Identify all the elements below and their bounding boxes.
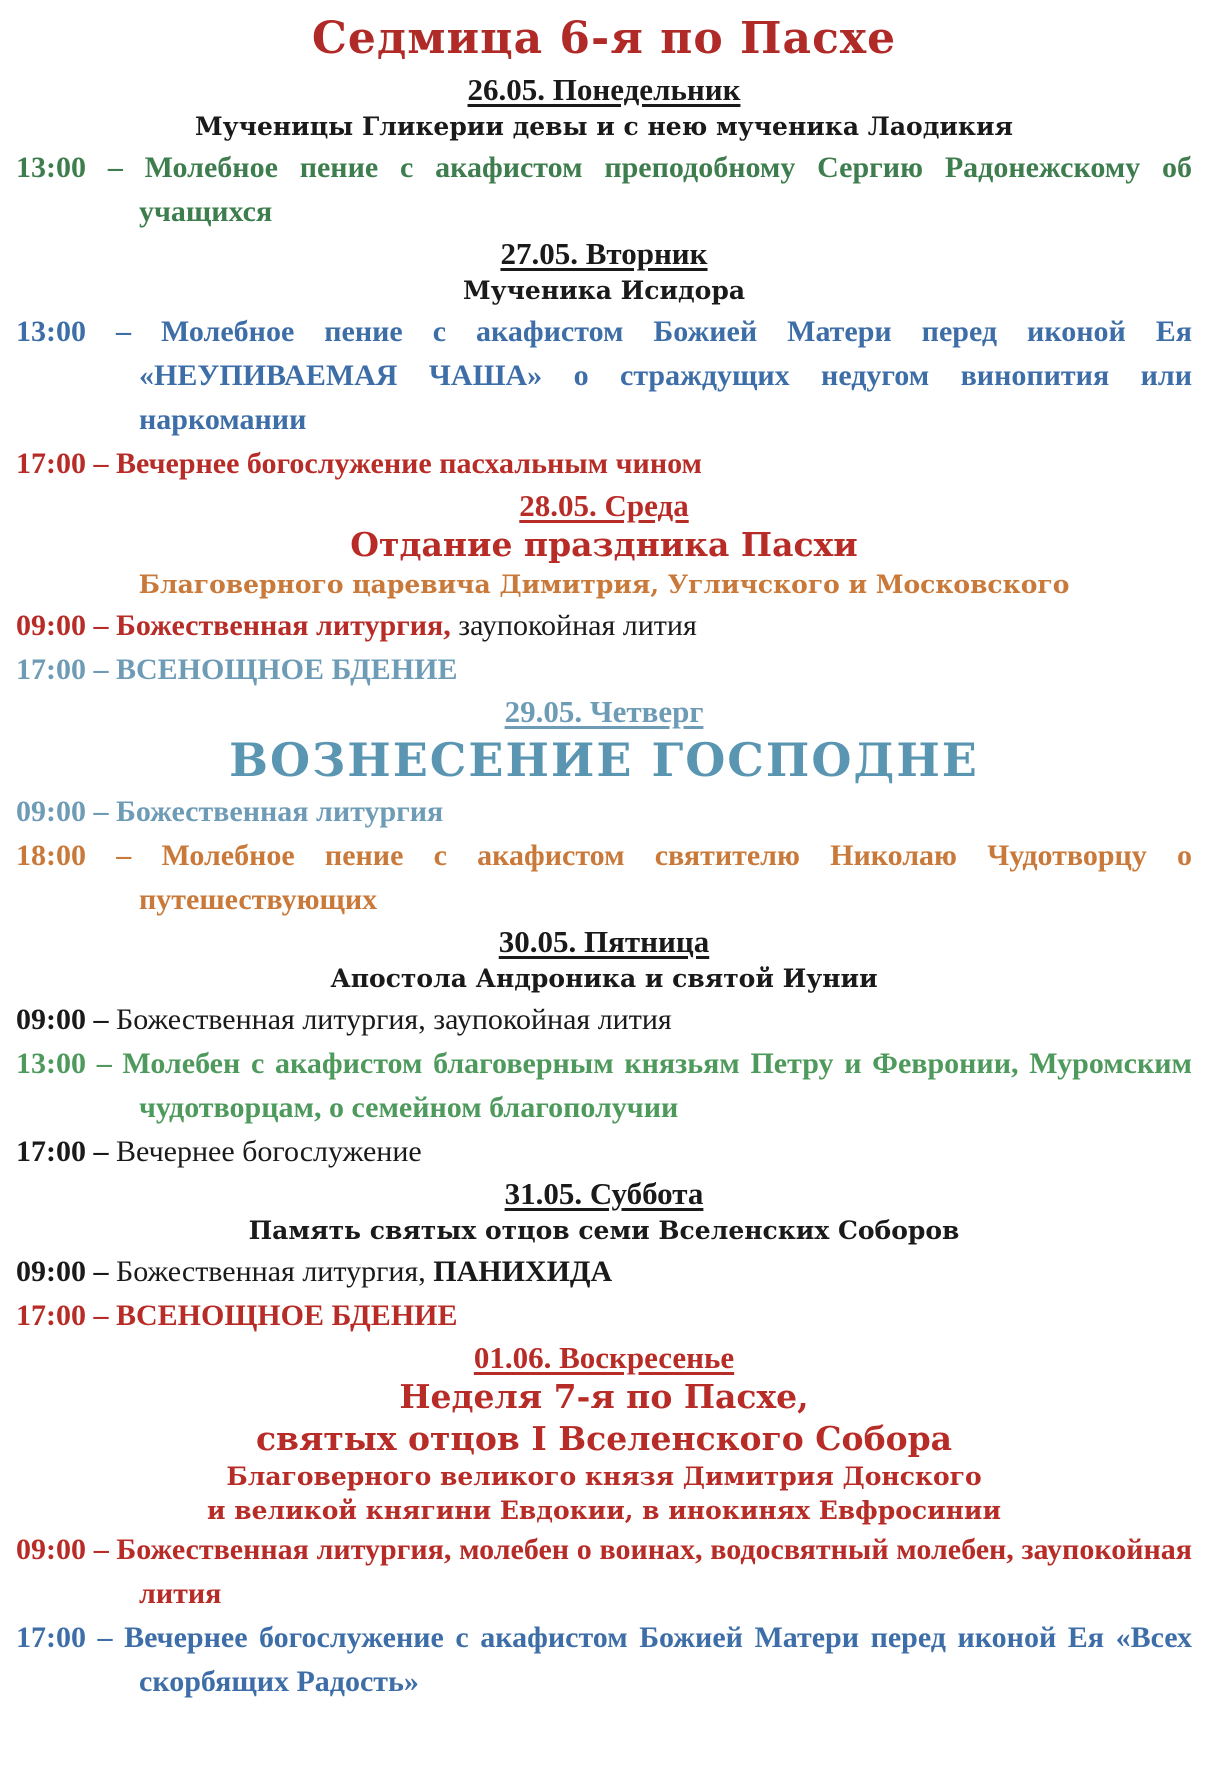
service-time: 09:00 [16,609,86,642]
day-feast: Отдание праздника Пасхи [350,525,858,564]
service-dash: – [93,609,109,642]
service-text: Вечернее богослужение с акафистом Божией Матери перед иконой Ея «Всех скорбящих Радость» [124,1621,1192,1698]
service-text: Божественная литургия, [116,609,451,642]
day-saint: Память святых отцов семи Вселенских Соборов [248,1216,960,1245]
day-date: 30.05. Пятница [498,924,710,959]
service-time: 09:00 [16,1533,86,1566]
day-section-tuesday [16,236,1192,486]
day-saint: Мученицы Гликерии девы и с нею мученика Лаодикия [194,112,1013,141]
service-entry [16,146,1192,234]
service-text: Божественная литургия [116,795,444,828]
day-feast-line-2: святых отцов I Вселенского Собора [255,1419,953,1458]
service-dash: – [93,1533,109,1566]
day-saint-line-2: и великой княгини Евдокии, в инокинях Евфросинии [206,1496,1002,1525]
service-entry [16,1294,1192,1338]
day-date: 29.05. Четверг [504,694,704,729]
service-time: 17:00 [16,1299,86,1332]
service-text: ВСЕНОЩНОЕ БДЕНИЕ [116,1299,458,1332]
day-date: 28.05. Среда [519,488,689,523]
service-time: 13:00 [16,315,86,348]
service-dash: – [96,1047,112,1080]
service-time: 09:00 [16,795,86,828]
service-dash: – [93,1135,109,1168]
day-section-wednesday [16,488,1192,692]
day-section-sunday [16,1340,1192,1704]
service-time: 17:00 [16,447,86,480]
service-dash: – [93,1255,109,1288]
service-time: 09:00 [16,1003,86,1036]
service-dash: – [97,1621,113,1654]
service-entry [16,1250,1192,1294]
service-dash: – [116,839,132,872]
service-text: ВСЕНОЩНОЕ БДЕНИЕ [116,653,458,686]
service-dash: – [93,1299,109,1332]
day-date: 26.05. Понедельник [467,72,741,107]
day-saint: Мученика Исидора [462,276,746,305]
day-section-saturday [16,1176,1192,1338]
day-section-thursday [16,694,1192,922]
day-date: 27.05. Вторник [500,236,708,271]
service-entry [16,998,1192,1042]
service-text: Вечернее богослужение пасхальным чином [116,447,702,480]
day-date: 01.06. Воскресенье [473,1340,735,1375]
day-date: 31.05. Суббота [504,1176,704,1211]
service-text: Божественная литургия, [116,1255,426,1288]
page-title: Седмица 6-я по Пасхе [311,13,897,64]
service-entry [16,1042,1192,1130]
service-text: Божественная литургия, молебен о воинах, водосвятный молебен, заупокойная лития [116,1533,1193,1610]
service-time: 18:00 [16,839,86,872]
service-time: 17:00 [16,653,86,686]
service-dash: – [107,151,123,184]
service-text: Молебное пение с акафистом Божией Матери перед иконой Ея «НЕУПИВАЕМАЯ ЧАША» о страждущих недугом винопития или наркомании [139,315,1193,436]
service-time: 09:00 [16,1255,86,1288]
service-entry [16,442,1192,486]
service-entry [16,648,1192,692]
service-entry [16,1616,1192,1704]
service-dash: – [116,315,131,348]
service-time: 13:00 [16,151,86,184]
service-text: Вечернее богослужение [116,1135,422,1168]
service-dash: – [93,653,109,686]
service-text: Божественная литургия, заупокойная лития [116,1003,672,1036]
day-section-friday [16,924,1192,1174]
day-saint: Благоверного царевича Димитрия, Угличского и Московского [138,570,1070,599]
day-feast-line-1: Неделя 7-я по Пасхе, [399,1377,809,1416]
service-text: Молебное пение с акафистом святителю Николаю Чудотворцу о путешествующих [139,839,1193,916]
service-dash: – [93,795,109,828]
day-saint-line-1: Благоверного великого князя Димитрия Донского [226,1462,982,1491]
day-section-monday [16,72,1192,234]
service-text-extra: заупокойная лития [458,609,697,642]
service-entry [16,1130,1192,1174]
service-entry [16,1528,1192,1616]
service-text: Молебное пение с акафистом преподобному Сергию Радонежскому об учащихся [139,151,1193,228]
service-entry [16,604,1192,648]
service-text: Молебен с акафистом благоверным князьям Петру и Февронии, Муромским чудотворцам, о семейном благополучии [122,1047,1192,1124]
day-saint: Апостола Андроника и святой Иунии [330,964,878,993]
service-time: 17:00 [16,1135,86,1168]
service-entry [16,834,1192,922]
service-dash: – [93,447,109,480]
day-feast: ВОЗНЕСЕНИЕ ГОСПОДНЕ [229,733,979,787]
service-entry [16,790,1192,834]
service-time: 13:00 [16,1047,86,1080]
service-entry [16,310,1192,442]
service-dash: – [93,1003,109,1036]
service-text-extra: ПАНИХИДА [433,1255,613,1288]
service-time: 17:00 [16,1621,86,1654]
